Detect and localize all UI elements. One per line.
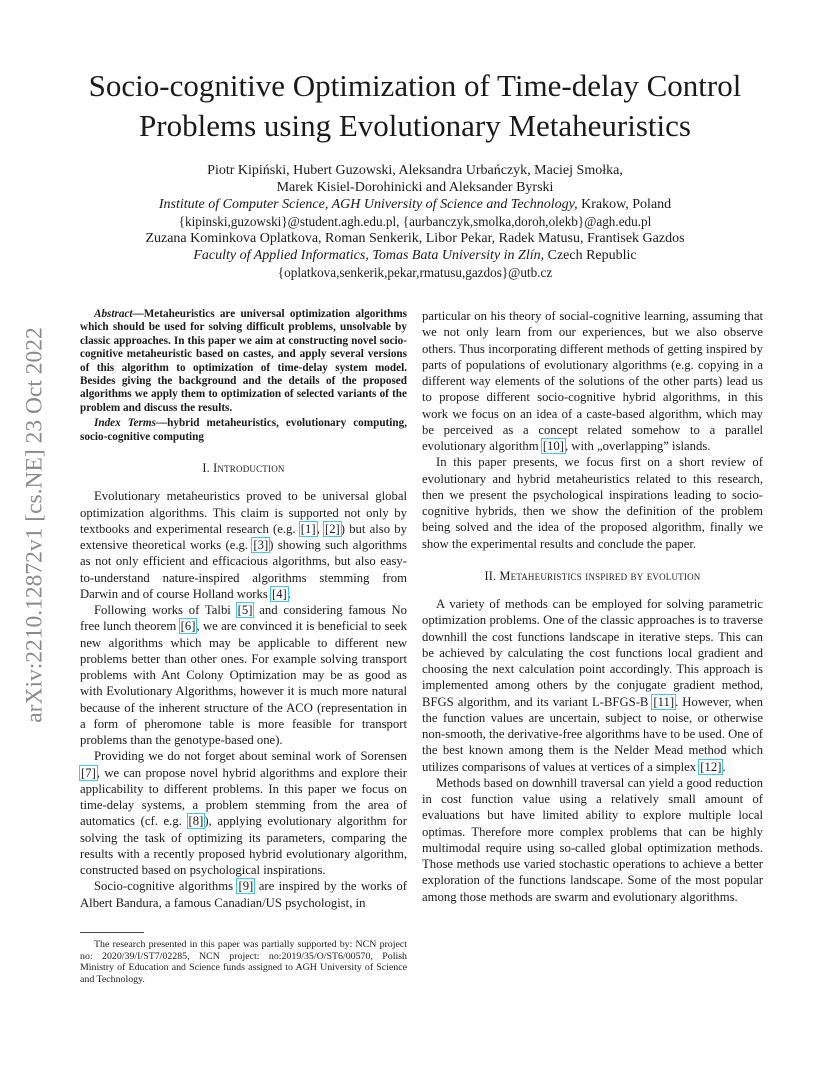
- text-run: , we are convinced it is beneficial to seek new algorithms which may be applicable to different new problems better than other ones. For example solving transport problems with Ant Colony Optimization may be as good as with Evolutionary Algorithms, however it is much more natural because of the inherent structure of the ACO (representation in a form of pheromone table is more feasible for transport problems than the genotype-based one).: [80, 619, 407, 748]
- text-run: , with „overlapping” islands.: [564, 439, 711, 453]
- text-run: A variety of methods can be employed for solving parametric optimization problems. One of the classic approaches is to traverse downhill the cost functions landscape in iterative steps. This can be achieved by calculating the cost functions local gradient and choosing the next calculation point accordingly. This approach is implemented among others by the conjugate gradient method, BFGS algorithm, and its variant L-BFGS-B: [422, 597, 763, 709]
- text-run: Evolutionary metaheuristics proved to be universal global optimization algorithms. This claim is supported not only by textbooks and experimental research (e.g.: [80, 489, 407, 536]
- arxiv-identifier-text: arXiv:2210.12872v1 [cs.NE] 23 Oct 2022: [21, 327, 48, 723]
- citation-link[interactable]: [2]: [324, 521, 340, 536]
- text-run: , we can propose novel hybrid algorithms and explore their applicability to different problems. In this paper we focus on time-delay systems, a problem stemming from the area of automatics (cf. e.g.: [80, 765, 407, 829]
- affiliation-1: [40, 196, 790, 213]
- intro-paragraph-3: [80, 748, 407, 878]
- index-terms: [80, 417, 407, 444]
- text-run: ) showing such algorithms as not only efficient and efficacious algorithms, but also easy-to-understand nature-inspired algorithms stemming from Darwin and of course Holland works: [80, 538, 407, 601]
- section2-paragraph-2: Methods based on downhill traversal can yield a good reduction in cost function value using a relatively small amount of evaluations but have limited ability to explore multiple local optimas. Therefore more complex problems that can be highly multimodal require using so-called global optimization methods. Those methods use varied stochastic operations to achieve a better exploration of the functions landscape. Some of the most popular among those methods are swarm and evolutionary algorithms.: [422, 775, 763, 904]
- text-run: are inspired by the works of Albert Bandura, a famous Canadian/US psychologist, in: [80, 879, 408, 910]
- citation-link[interactable]: [1]: [300, 521, 316, 536]
- abstract-text: —Metaheuristics are universal optimization algorithms which should be used for solving difficult problems, unsolvable by classic approaches. In this paper we aim at constructing novel socio-cognitive metaheuristic based on castes, and apply several versions of this algorithm to optimization of time-delay system model. Besides giving the background and the details of the proposed algorithms we apply them to optimization of selected variants of the problem and discuss the results.: [80, 308, 407, 414]
- text-run: particular on his theory of social-cognitive learning, assuming that we not only learn from our experiences, but we also observe others. Thus incorporating different methods of getting inspired by parts of populations of evolutionary algorithms (e.g. copying in a different way elements of the solutions of the other parts) lead us to propose different socio-cognitive hybrid algorithms, in this work we focus on an idea of a caste-based algorithm, which may be perceived as a concept related somehow to a parallel evolutionary algorithm: [422, 309, 763, 453]
- text-run: . However, when the function values are uncertain, subject to noise, or otherwise non-smooth, the derivative-free algorithms have to be used. One of the best known among them is the Nelder Mead method which utilizes comparisons of values at vertices of a simplex: [422, 694, 763, 774]
- text-run: Socio-cognitive algorithms: [94, 879, 238, 894]
- emails-2: {oplatkova,senkerik,pekar,rmatusu,gazdos}@utb.cz: [277, 265, 553, 280]
- text-run: ), applying evolutionary algorithm for solving the task of optimizing its parameters, comparing the results with a recently proposed hybrid evolutionary algorithm, constructed based on psychological inspirations.: [80, 814, 407, 878]
- left-column: [80, 308, 407, 911]
- abstract-label: Abstract: [94, 308, 133, 320]
- section-heading-metaheuristics: II. Metaheuristics inspired by evolution: [484, 568, 701, 583]
- citation-link[interactable]: [6]: [180, 619, 196, 634]
- intro-paragraph-2: [80, 602, 407, 748]
- footnote-rule: [80, 932, 144, 933]
- title-line-1: Socio-cognitive Optimization of Time-delay Control: [88, 68, 742, 103]
- authors-line-1: Piotr Kipiński, Hubert Guzowski, Aleksandra Urbańczyk, Maciej Smołka,: [207, 163, 623, 178]
- index-terms-label: Index Terms: [94, 417, 156, 430]
- funding-footnote: The research presented in this paper was partially supported by: NCN project no: 2020/39/I/ST7/02285, NCN project: no:2019/35/O/ST6/00570, Polish Ministry of Education and Science funds assigned to AGH University of Science and Technology.: [80, 939, 407, 985]
- intro-paragraph-5: In this paper presents, we focus first on a short review of evolutionary and hybrid metaheuristics related to this research, then we present the psychological inspirations leading to socio-cognitive hybrids, then we show the definition of the problem being solved and the idea of the proposed algorithm, finally we show the experimental results and conclude the paper.: [422, 455, 763, 551]
- citation-link[interactable]: [4]: [271, 586, 287, 601]
- index-terms-text: —hybrid metaheuristics, evolutionary computing, socio-cognitive computing: [80, 417, 407, 443]
- intro-paragraph-1: Evolutionary metaheuristics proved to be universal global optimization algorithms. This claim is supported not only by textbooks and experimental research (e.g. [1], [2]) but also by extensive theoretical works (e.g. [3]) showing such algorithms as not only efficient and efficacious algorithms, but also easy-to-understand nature-inspired algorithms stemming from Darwin and of course Holland works [4].: [80, 489, 407, 601]
- section-heading-introduction: I. Introduction: [202, 461, 285, 476]
- title-line-2: Problems using Evolutionary Metaheuristics: [139, 108, 691, 143]
- footnote-area: [80, 918, 407, 985]
- affiliation-1-institute: Institute of Computer Science, AGH University of Science and Technology,: [158, 197, 578, 212]
- text-run: Following works of Talbi: [94, 603, 237, 618]
- citation-link[interactable]: [9]: [238, 879, 254, 894]
- citation-link[interactable]: [12]: [700, 759, 722, 774]
- affiliation-2: [40, 247, 790, 264]
- citation-link[interactable]: [11]: [653, 694, 675, 709]
- text-run: Providing we do not forget about seminal work of Sorensen: [94, 749, 407, 764]
- arxiv-identifier: [22, 290, 48, 760]
- authors-line-3: Zuzana Kominkova Oplatkova, Roman Senkerik, Libor Pekar, Radek Matusu, Frantisek Gazdos: [145, 231, 685, 246]
- affiliation-2-institute: Faculty of Applied Informatics, Tomas Bata University in Zlín,: [193, 248, 545, 263]
- paper-title: [40, 66, 790, 146]
- citation-link[interactable]: [7]: [81, 765, 96, 780]
- citation-link[interactable]: [10]: [542, 439, 564, 453]
- intro-paragraph-4: [80, 878, 407, 911]
- author-block: [40, 162, 790, 281]
- citation-link[interactable]: [5]: [237, 603, 253, 618]
- text-run: and considering famous No free lunch theorem: [80, 603, 407, 634]
- section2-paragraph-1: A variety of methods can be employed for solving parametric optimization problems. One of the classic approaches is to traverse downhill the cost functions landscape in iterative steps. This can be achieved by calculating the cost functions local gradient and choosing the next calculation point accordingly. This approach is implemented among others by the conjugate gradient method, BFGS algorithm, and its variant L-BFGS-B [11]. However, when the function values are uncertain, subject to noise, or otherwise non-smooth, the derivative-free algorithms have to be used. One of the best known among them is the Nelder Mead method which utilizes comparisons of values at vertices of a simplex [12].: [422, 597, 763, 774]
- intro-paragraph-4-continued: [422, 308, 763, 454]
- abstract: [80, 308, 407, 415]
- affiliation-2-location: Czech Republic: [544, 248, 637, 263]
- citation-link[interactable]: [3]: [253, 538, 269, 553]
- citation-link[interactable]: [8]: [188, 814, 204, 829]
- authors-line-2: Marek Kisiel-Dorohinicki and Aleksander Byrski: [276, 180, 554, 195]
- affiliation-1-location: Krakow, Poland: [577, 197, 672, 212]
- text-run: ) but also by extensive theoretical works (e.g.: [80, 521, 407, 553]
- right-column: [422, 308, 763, 905]
- emails-1: {kipinski,guzowski}@student.agh.edu.pl, {aurbanczyk,smolka,doroh,olekb}@agh.edu.pl: [178, 214, 652, 229]
